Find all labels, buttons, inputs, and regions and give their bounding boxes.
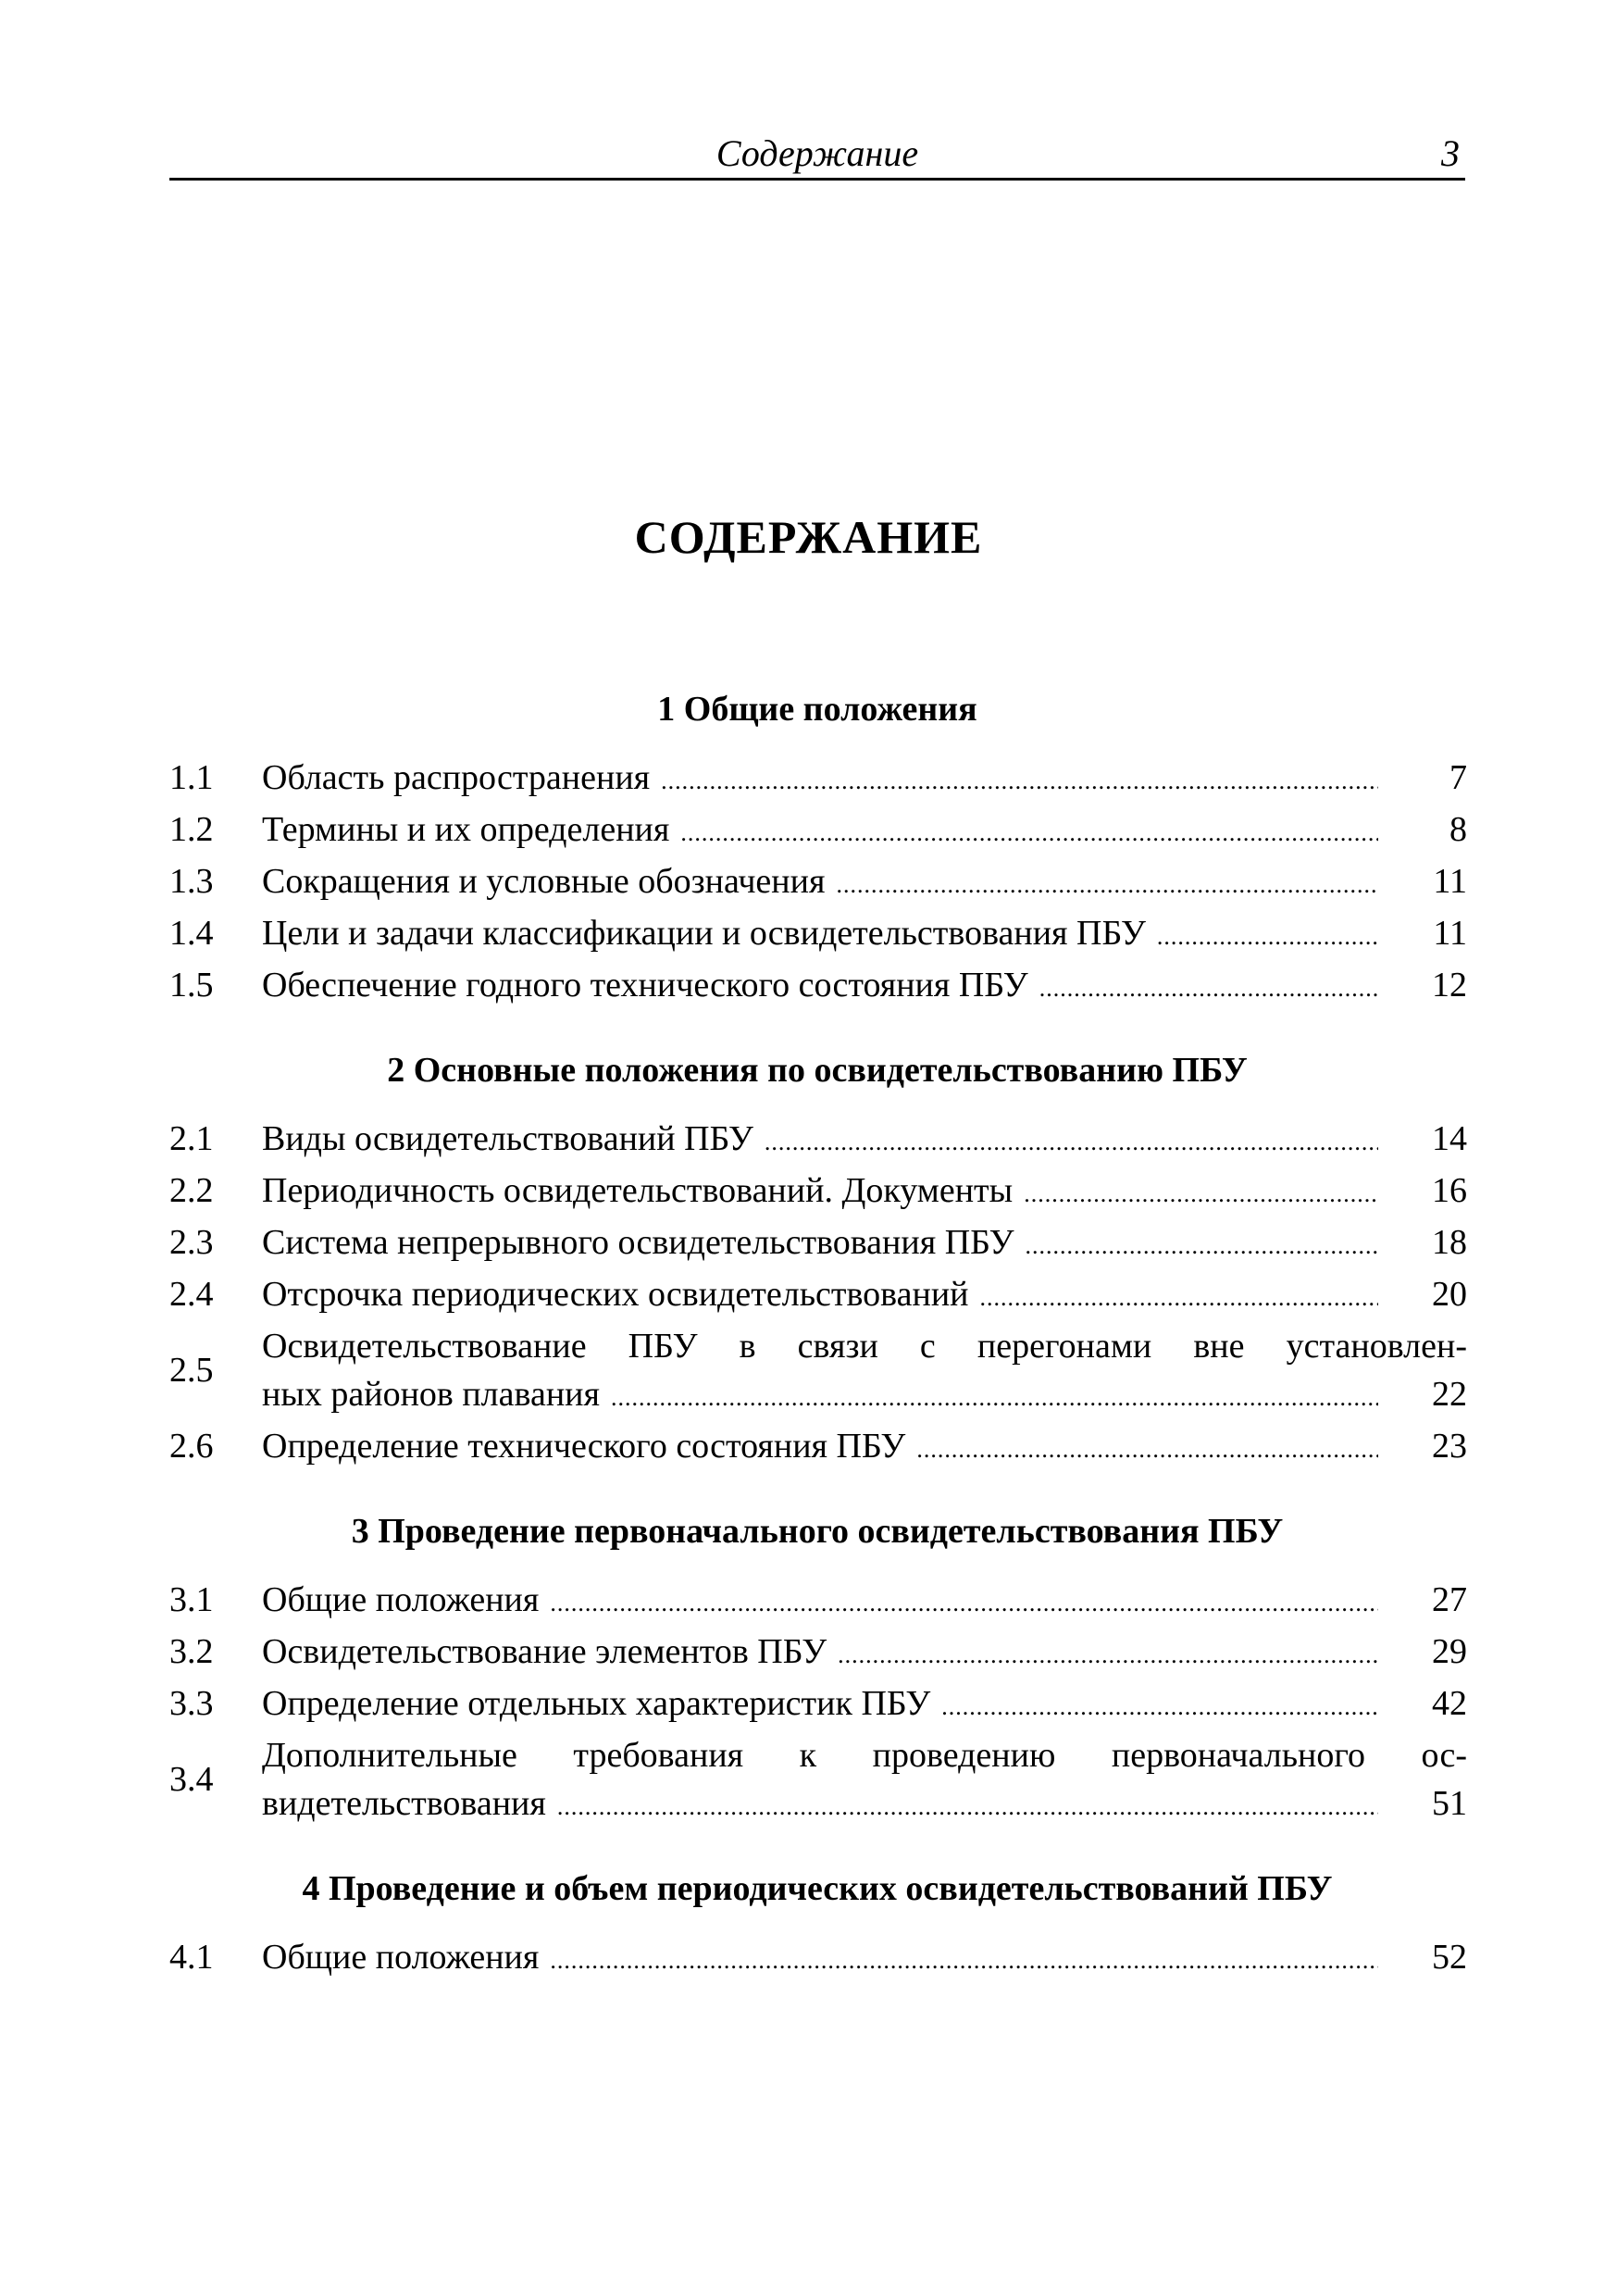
entry-number: 2.1 xyxy=(169,1119,214,1158)
entry-number: 2.2 xyxy=(169,1171,214,1210)
toc-section xyxy=(169,1865,1465,1985)
dot-leader xyxy=(1026,1222,1378,1270)
entry-number: 1.1 xyxy=(169,758,214,797)
entry-number: 3.1 xyxy=(169,1580,214,1619)
entry-number: 1.5 xyxy=(169,966,214,1004)
toc-entry[interactable] xyxy=(169,1270,1465,1322)
entry-number: 3.2 xyxy=(169,1632,214,1671)
section-heading: 1 Общие положения xyxy=(657,690,977,729)
entry-title-line: Освидетельствование ПБУ в связи с перегонами вне установлен- xyxy=(262,1327,1467,1366)
dot-leader xyxy=(838,1631,1378,1679)
entry-title: Область распространения xyxy=(262,758,651,797)
toc-entry[interactable] xyxy=(169,961,1465,1013)
toc-entry[interactable] xyxy=(169,805,1465,857)
entry-number: 3.4 xyxy=(169,1760,214,1799)
entry-page-number: 29 xyxy=(1432,1632,1467,1671)
dot-leader xyxy=(550,1937,1378,1985)
section-heading: 3 Проведение первоначального освидетельствования ПБУ xyxy=(351,1512,1284,1551)
page-title: СОДЕРЖАНИЕ xyxy=(634,511,983,563)
dot-leader xyxy=(1039,965,1378,1013)
entry-title: ных районов плавания xyxy=(262,1375,600,1414)
entry-number: 2.4 xyxy=(169,1275,214,1314)
entry-page-number: 16 xyxy=(1432,1171,1467,1210)
entry-title: Система непрерывного освидетельствования ПБУ xyxy=(262,1223,1014,1262)
entry-title: Обеспечение годного технического состояния ПБУ xyxy=(262,966,1028,1004)
toc-section xyxy=(169,1046,1465,1474)
entry-title: Термины и их определения xyxy=(262,810,670,849)
entry-title: Общие положения xyxy=(262,1580,540,1619)
entry-title: Освидетельствование элементов ПБУ xyxy=(262,1632,827,1671)
toc-entry[interactable] xyxy=(169,1115,1465,1167)
toc-entry[interactable] xyxy=(169,1628,1465,1679)
toc-entry[interactable] xyxy=(169,1322,1465,1422)
dot-leader xyxy=(1157,913,1378,961)
entry-title: Определение технического состояния ПБУ xyxy=(262,1427,906,1466)
entry-number: 2.6 xyxy=(169,1427,214,1466)
toc-section xyxy=(169,1507,1465,1831)
toc-entry[interactable] xyxy=(169,1218,1465,1270)
section-heading: 2 Основные положения по освидетельствованию ПБУ xyxy=(387,1051,1248,1090)
dot-leader xyxy=(1024,1170,1378,1218)
entry-number: 1.2 xyxy=(169,810,214,849)
entry-page-number: 23 xyxy=(1432,1427,1467,1466)
entry-page-number: 11 xyxy=(1433,862,1467,901)
toc-entry[interactable] xyxy=(169,754,1465,805)
section-heading: 4 Проведение и объем периодических освидетельствований ПБУ xyxy=(302,1869,1333,1908)
dot-leader xyxy=(661,757,1378,805)
toc-entry[interactable] xyxy=(169,1576,1465,1628)
entry-page-number: 8 xyxy=(1449,810,1467,849)
page-number: 3 xyxy=(1441,132,1460,174)
entry-number: 1.3 xyxy=(169,862,214,901)
entry-page-number: 27 xyxy=(1432,1580,1467,1619)
entry-title-line: Дополнительные требования к проведению первоначального ос- xyxy=(262,1736,1467,1775)
toc-entry[interactable] xyxy=(169,1731,1465,1831)
entry-page-number: 14 xyxy=(1432,1119,1467,1158)
entry-number: 2.3 xyxy=(169,1223,214,1262)
toc-entry[interactable] xyxy=(169,857,1465,909)
entry-page-number: 12 xyxy=(1432,966,1467,1004)
entry-title: Отсрочка периодических освидетельствований xyxy=(262,1275,969,1314)
dot-leader xyxy=(836,861,1378,909)
entry-title: видетельствования xyxy=(262,1784,546,1823)
dot-leader xyxy=(680,809,1378,857)
toc-section xyxy=(169,685,1465,1013)
entry-title: Виды освидетельствований ПБУ xyxy=(262,1119,753,1158)
entry-number: 2.5 xyxy=(169,1351,214,1390)
dot-leader xyxy=(557,1783,1378,1831)
toc-entry[interactable] xyxy=(169,1679,1465,1731)
entry-page-number: 7 xyxy=(1449,758,1467,797)
entry-number: 1.4 xyxy=(169,914,214,953)
entry-title: Определение отдельных характеристик ПБУ xyxy=(262,1684,931,1723)
entry-title: Общие положения xyxy=(262,1938,540,1977)
dot-leader xyxy=(916,1426,1378,1474)
running-header xyxy=(169,130,1465,181)
entry-page-number: 18 xyxy=(1432,1223,1467,1262)
entry-page-number: 11 xyxy=(1433,914,1467,953)
entry-page-number: 51 xyxy=(1432,1784,1467,1823)
entry-page-number: 20 xyxy=(1432,1275,1467,1314)
dot-leader xyxy=(611,1374,1378,1422)
entry-number: 4.1 xyxy=(169,1938,214,1977)
toc-entry[interactable] xyxy=(169,1422,1465,1474)
dot-leader xyxy=(765,1118,1378,1167)
toc-entry[interactable] xyxy=(169,1167,1465,1218)
entry-number: 3.3 xyxy=(169,1684,214,1723)
dot-leader xyxy=(941,1683,1378,1731)
running-header-title: Содержание xyxy=(715,132,919,174)
dot-leader xyxy=(980,1274,1379,1322)
dot-leader xyxy=(550,1579,1378,1628)
entry-title: Периодичность освидетельствований. Документы xyxy=(262,1171,1014,1210)
table-of-contents xyxy=(169,685,1465,1985)
toc-entry[interactable] xyxy=(169,1933,1465,1985)
entry-page-number: 52 xyxy=(1432,1938,1467,1977)
entry-title: Цели и задачи классификации и освидетельствования ПБУ xyxy=(262,914,1146,953)
toc-entry[interactable] xyxy=(169,909,1465,961)
entry-page-number: 42 xyxy=(1432,1684,1467,1723)
entry-title: Сокращения и условные обозначения xyxy=(262,862,826,901)
entry-page-number: 22 xyxy=(1432,1375,1467,1414)
